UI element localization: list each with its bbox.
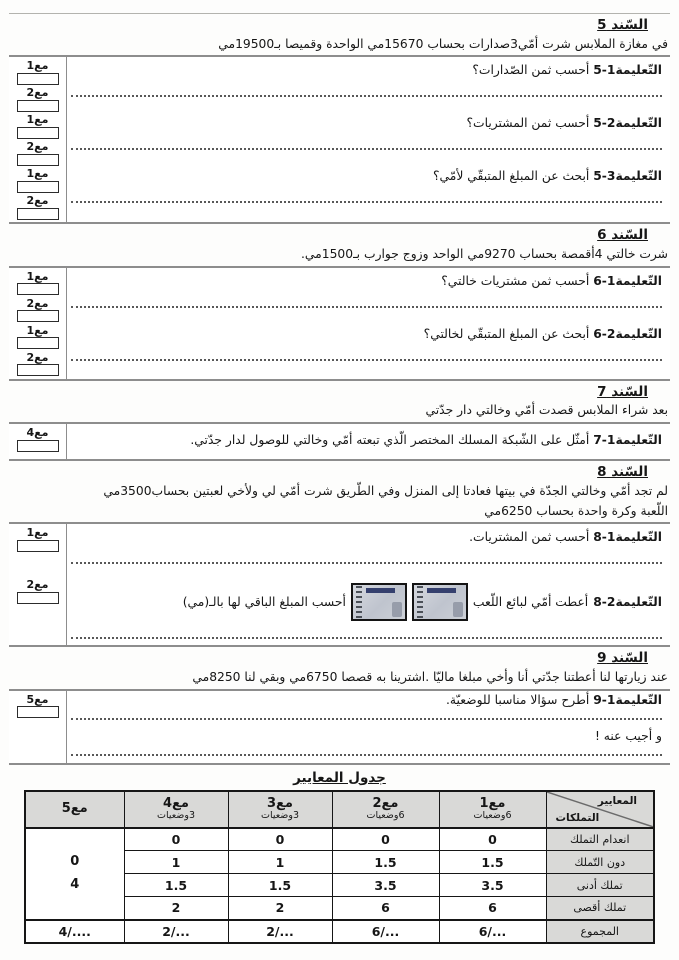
column-header: مع5 (25, 791, 124, 828)
criteria-margin (9, 268, 67, 379)
section-title: السّند 8 (597, 464, 648, 481)
score-box (17, 592, 59, 604)
row-header: انعدام التملك (546, 828, 654, 851)
criteria-unit (17, 168, 59, 195)
answer-dotted-line (71, 85, 662, 97)
task-line (71, 577, 662, 627)
task-line (71, 691, 662, 711)
table-cell: 6 (332, 897, 439, 920)
task-line (71, 163, 662, 191)
task-text: أحسب ثمن الصّدارات؟ (472, 63, 590, 78)
score-box (17, 440, 59, 452)
criteria-label: مع2 (26, 350, 49, 364)
banknote-image (412, 583, 468, 621)
criteria-margin (9, 424, 67, 459)
task-label: التّعليمة1-9 (593, 692, 662, 707)
merged-score-cell: 0 4 (25, 828, 124, 920)
row-header: المجموع (546, 920, 654, 943)
task-label: التّعليمة1-5 (593, 63, 662, 78)
criteria-label: مع1 (26, 526, 49, 540)
column-header: مع3 3وضعيات (228, 791, 332, 828)
banknote-band (427, 588, 456, 593)
section-7 (9, 384, 670, 461)
task-line (71, 110, 662, 138)
criteria-unit (17, 87, 59, 114)
table-cell: 1.5 (228, 874, 332, 897)
section-title: السّند 5 (597, 17, 648, 33)
table-cell: 1.5 (124, 874, 228, 897)
row-header: تملك أدنى (546, 874, 654, 897)
answer-area (67, 524, 670, 645)
criteria-unit (17, 298, 59, 325)
answer-area (67, 424, 670, 459)
answer-area (67, 268, 670, 379)
task-line (71, 321, 662, 349)
score-box (17, 73, 59, 85)
criteria-label: مع1 (26, 59, 49, 73)
criteria-margin (9, 524, 67, 645)
top-rule (9, 13, 670, 14)
answer-dotted-line (71, 296, 662, 308)
criteria-margin (9, 57, 67, 222)
table-cell: 3.5 (332, 874, 439, 897)
task-text: أحسب ثمن مشتريات خالتي؟ (441, 273, 590, 288)
table-cell: 0 (439, 828, 546, 851)
task-text: أبحث عن المبلغ المتبقّي لخالتي؟ (423, 326, 590, 341)
task-text: أطرح سؤالا مناسبا للوضعيّة. (445, 692, 590, 707)
section-body-line2: اللّعبة وكرة واحدة بحساب 6250مي (484, 503, 668, 518)
criteria-label: مع1 (26, 323, 49, 337)
criteria-label: مع1 (26, 167, 49, 181)
answer-area (67, 691, 670, 763)
criteria-unit (17, 195, 59, 222)
criteria-unit (17, 579, 59, 606)
table-cell: 2 (124, 897, 228, 920)
corner-bottom-label: التملكات (555, 811, 600, 824)
row-header: تملك أقصى (546, 897, 654, 920)
score-box (17, 283, 59, 295)
answer-area (67, 57, 670, 222)
section-body: شرت خالتي 4أقمصة بحساب 9270مي الواحد وزوج جوارب بـ1500مي. (301, 246, 668, 261)
criteria-label: مع2 (26, 578, 49, 592)
banknote-image (351, 583, 407, 621)
section-9 (9, 650, 670, 764)
task-label: التّعليمة1-6 (593, 273, 662, 288)
banknote-band (366, 588, 395, 593)
section-title: السّند 7 (597, 383, 648, 400)
criteria-label: مع2 (26, 194, 49, 208)
score-box (17, 364, 59, 376)
table-cell: 2/... (228, 920, 332, 943)
table-cell: 1 (124, 851, 228, 874)
score-box (17, 310, 59, 322)
table-cell: 6/... (439, 920, 546, 943)
answer-block (9, 55, 670, 224)
criteria-label: مع4 (26, 426, 49, 440)
column-header: مع1 6وضعيات (439, 791, 546, 828)
criteria-unit (17, 60, 59, 87)
table-cell: 0 (332, 828, 439, 851)
table-cell: 0 (124, 828, 228, 851)
criteria-unit (17, 114, 59, 141)
table-cell: 1.5 (332, 851, 439, 874)
table-cell: 6 (439, 897, 546, 920)
task-line (71, 524, 662, 552)
task-label: التّعليمة2-8 (593, 595, 662, 610)
score-box (17, 127, 59, 139)
criteria-unit (17, 325, 59, 352)
answer-block (9, 422, 670, 461)
criteria-margin (9, 691, 67, 763)
task-text: أبحث عن المبلغ المتبقّي لأمّي؟ (432, 169, 590, 184)
answer-dotted-line (71, 138, 662, 150)
criteria-label: مع2 (26, 140, 49, 154)
score-box (17, 154, 59, 166)
score-box (17, 706, 59, 718)
section-body: لم تجد أمّي وخالتي الجدّة في بيتها فعادتا إلى المنزل وفي الطّريق شرت أمّي لي ولأخي لعبتين بحساب3500مي (103, 483, 668, 498)
table-header-row (25, 791, 654, 828)
table-cell: 1 (228, 851, 332, 874)
answer-dotted-line (71, 627, 662, 639)
table-cell: 2/... (124, 920, 228, 943)
table-cell: 6/... (332, 920, 439, 943)
section-title: السّند 6 (597, 227, 648, 244)
criteria-table-title: جدول المعايير (293, 769, 386, 786)
answer-block (9, 266, 670, 381)
table-cell: 1.5 (439, 851, 546, 874)
table-total-row (25, 920, 654, 943)
task-line (71, 268, 662, 296)
criteria-unit (17, 271, 59, 298)
criteria-label: مع1 (26, 113, 49, 127)
task-text: أمثّل على الشّبكة المسلك المختصر الّذي تبعته أمّي وخالتي للوصول لدار جدّتي. (190, 433, 590, 448)
section-5 (9, 17, 670, 224)
task-line (71, 57, 662, 85)
answer-dotted-line (71, 747, 662, 756)
answer-block (9, 689, 670, 765)
answer-dotted-line (71, 191, 662, 203)
task-label: التّعليمة2-5 (593, 116, 662, 131)
banknote-figure (453, 602, 463, 617)
criteria-table (24, 790, 655, 944)
criteria-unit (17, 694, 59, 721)
table-row (25, 828, 654, 851)
criteria-label: مع1 (26, 269, 49, 283)
column-header: مع4 3وضعيات (124, 791, 228, 828)
answer-dotted-line (71, 711, 662, 720)
section-8 (9, 464, 670, 647)
answer-dotted-line (71, 349, 662, 361)
section-body: عند زيارتها لنا أعطتنا جدّتي أنا وأخي مبلغا ماليّا .اشترينا به قصصا 6750مي وبقي لنا 8250مي (192, 669, 668, 684)
task-label: التّعليمة2-6 (593, 326, 662, 341)
section-title: السّند 9 (597, 650, 648, 667)
criteria-label: مع2 (26, 296, 49, 310)
table-cell: 4/.... (25, 920, 124, 943)
task-label: التّعليمة3-5 (593, 169, 662, 184)
criteria-label: مع5 (26, 692, 49, 706)
table-cell: 0 (228, 828, 332, 851)
banknote-strip (417, 586, 423, 618)
criteria-unit (17, 427, 59, 454)
answer-note: و أجيب عنه ! (594, 728, 662, 743)
section-body: في مغازة الملابس شرت أمّي3صدارات بحساب 15670مي الواحدة وقميصا بـ19500مي (218, 36, 668, 51)
task-text-after: أحسب المبلغ الباقي لها بالـ(مي) (182, 595, 346, 610)
task-text: أحسب ثمن المشتريات. (469, 530, 590, 545)
section-6 (9, 227, 670, 380)
score-box (17, 540, 59, 552)
column-header: مع2 6وضعيات (332, 791, 439, 828)
answer-dotted-line (71, 552, 662, 564)
answer-block (9, 522, 670, 647)
score-box (17, 208, 59, 220)
score-box (17, 337, 59, 349)
section-body: بعد شراء الملابس قصدت أمّي وخالتي دار جدّتي (425, 403, 668, 418)
banknote-figure (392, 602, 402, 617)
table-corner-cell (546, 791, 654, 828)
score-box (17, 181, 59, 193)
score-box (17, 100, 59, 112)
criteria-unit (17, 141, 59, 168)
criteria-unit (17, 352, 59, 379)
criteria-unit (17, 527, 59, 554)
corner-top-label: المعايير (597, 794, 637, 807)
task-line (71, 424, 662, 459)
table-cell: 2 (228, 897, 332, 920)
task-label: التّعليمة1-8 (593, 530, 662, 545)
row-header: دون التّملك (546, 851, 654, 874)
table-cell: 3.5 (439, 874, 546, 897)
task-label: التّعليمة1-7 (593, 433, 662, 448)
banknote-strip (356, 586, 362, 618)
criteria-label: مع2 (26, 86, 49, 100)
task-text: أعطت أمّي لبائع اللّعب (472, 595, 589, 610)
task-text: أحسب ثمن المشتريات؟ (466, 116, 590, 131)
